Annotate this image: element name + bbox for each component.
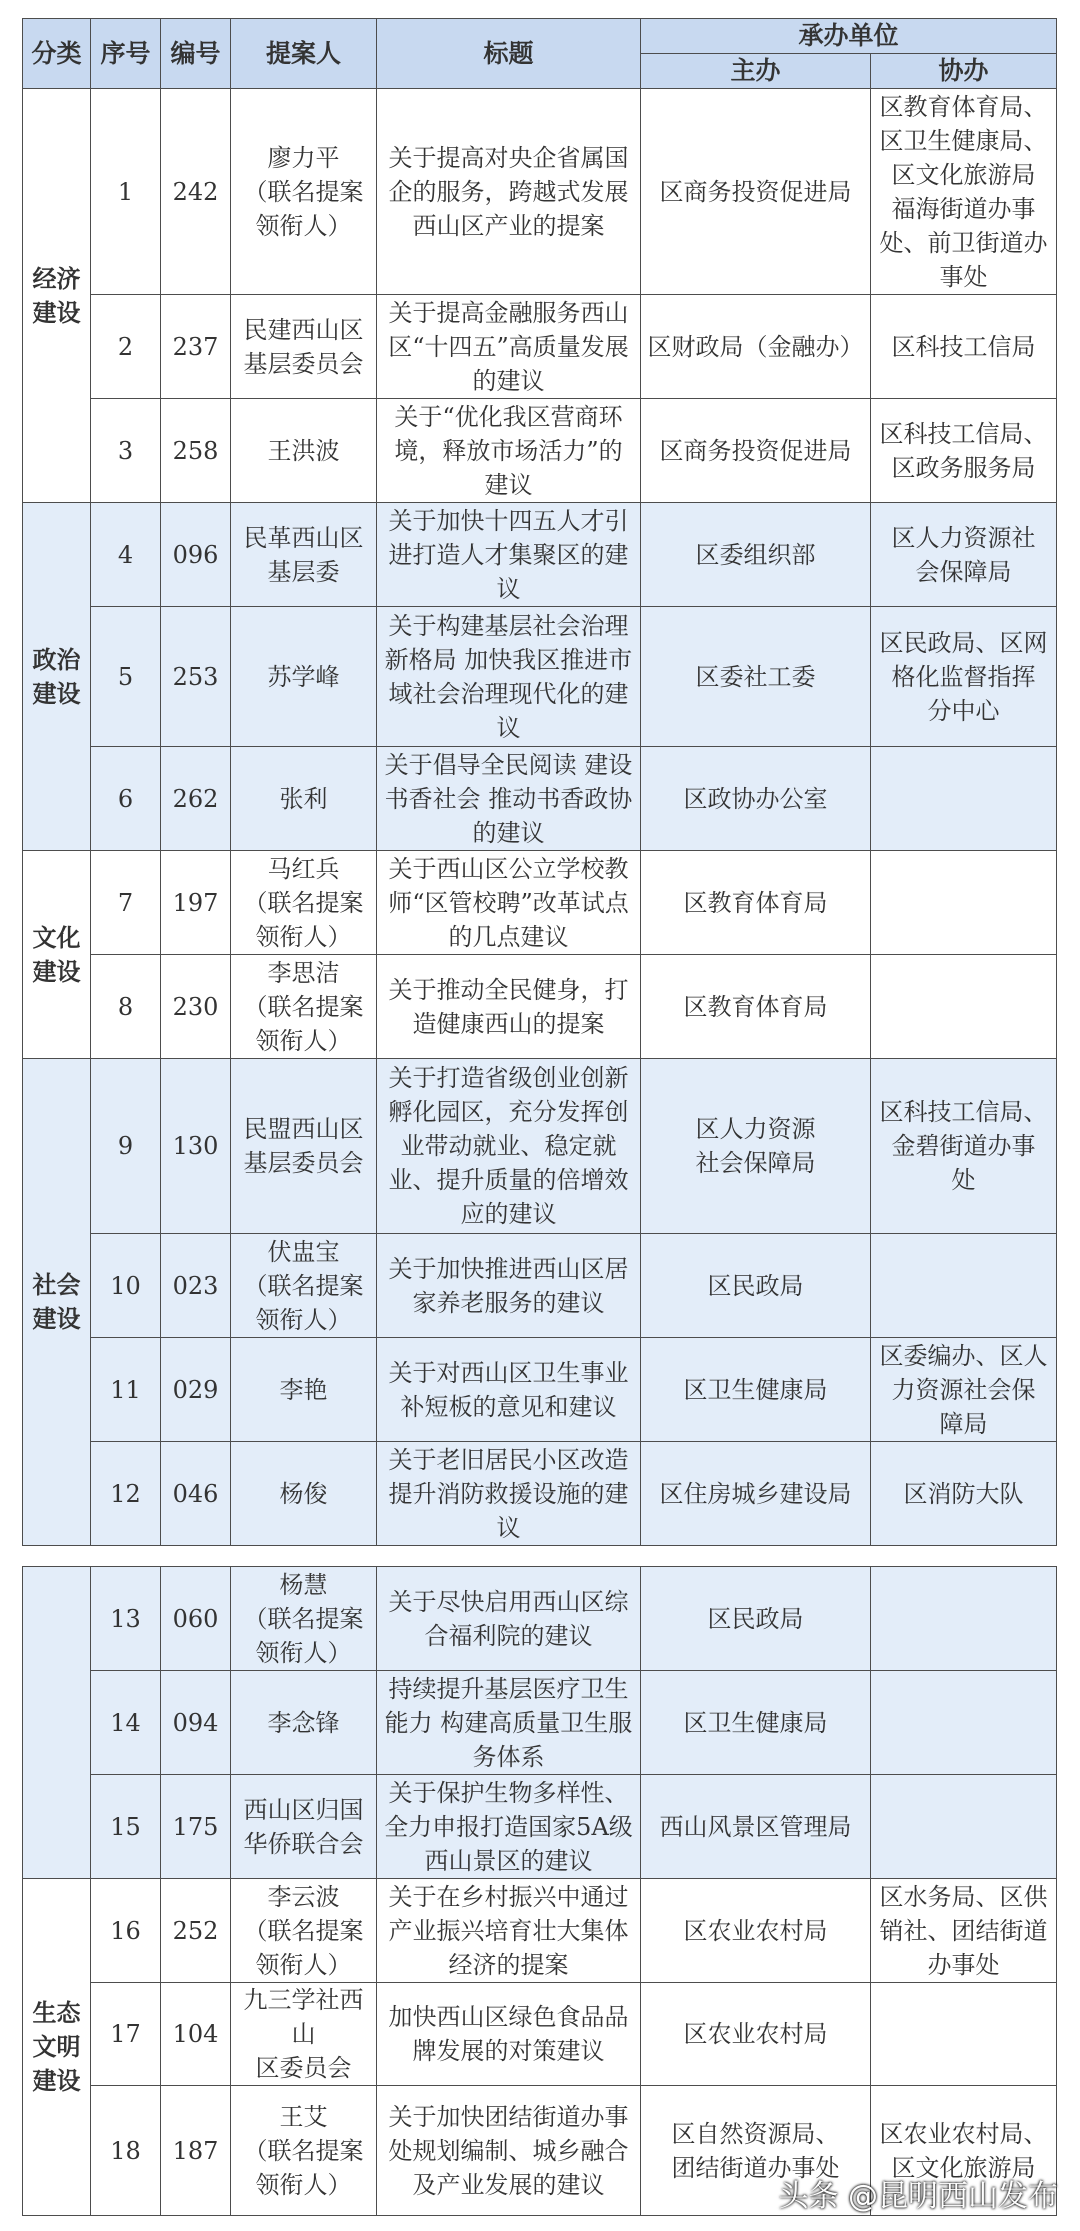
seq-cell: 15 <box>91 1775 161 1879</box>
table-row <box>23 1234 1057 1338</box>
code-cell: 096 <box>161 503 231 607</box>
title-cell: 关于老旧居民小区改造提升消防救援设施的建议 <box>377 1442 641 1546</box>
table-row <box>23 851 1057 955</box>
code-cell: 104 <box>161 1983 231 2086</box>
proposer-cell: 九三学社西山 区委员会 <box>231 1983 377 2086</box>
seq-cell: 14 <box>91 1671 161 1775</box>
code-cell: 262 <box>161 747 231 851</box>
seq-cell: 18 <box>91 2086 161 2216</box>
proposer-cell: 杨慧 （联名提案 领衔人） <box>231 1567 377 1671</box>
code-cell: 187 <box>161 2086 231 2216</box>
main-unit-cell: 区商务投资促进局 <box>641 89 871 295</box>
title-cell: 关于“优化我区营商环境，释放市场活力”的建议 <box>377 399 641 503</box>
title-cell: 持续提升基层医疗卫生能力 构建高质量卫生服务体系 <box>377 1671 641 1775</box>
seq-cell: 6 <box>91 747 161 851</box>
table-row <box>23 607 1057 747</box>
category-cell: 社会 建设 <box>23 1059 91 1546</box>
title-cell: 关于对西山区卫生事业补短板的意见和建议 <box>377 1338 641 1442</box>
proposer-cell: 李云波 （联名提案 领衔人） <box>231 1879 377 1983</box>
seq-cell: 2 <box>91 295 161 399</box>
table-row <box>23 1879 1057 1983</box>
assist-unit-cell: 区农业农村局、 区文化旅游局 <box>871 2086 1057 2216</box>
table-row <box>23 1983 1057 2086</box>
seq-cell: 17 <box>91 1983 161 2086</box>
assist-unit-cell <box>871 851 1057 955</box>
header-code: 编号 <box>161 19 231 89</box>
title-cell: 关于推动全民健身，打造健康西山的提案 <box>377 955 641 1059</box>
proposer-cell: 王艾 （联名提案 领衔人） <box>231 2086 377 2216</box>
table-row <box>23 89 1057 295</box>
proposal-table <box>22 18 1057 1546</box>
code-cell: 094 <box>161 1671 231 1775</box>
seq-cell: 1 <box>91 89 161 295</box>
main-unit-cell: 区委组织部 <box>641 503 871 607</box>
main-unit-cell: 区委社工委 <box>641 607 871 747</box>
proposer-cell: 马红兵 （联名提案 领衔人） <box>231 851 377 955</box>
header-seq: 序号 <box>91 19 161 89</box>
proposer-cell: 西山区归国 华侨联合会 <box>231 1775 377 1879</box>
proposer-cell: 李思洁 （联名提案 领衔人） <box>231 955 377 1059</box>
title-cell: 关于倡导全民阅读 建设书香社会 推动书香政协的建议 <box>377 747 641 851</box>
assist-unit-cell: 区人力资源社 会保障局 <box>871 503 1057 607</box>
title-cell: 关于保护生物多样性、全力申报打造国家5A级西山景区的建议 <box>377 1775 641 1879</box>
title-cell: 关于加快十四五人才引进打造人才集聚区的建议 <box>377 503 641 607</box>
table-row <box>23 399 1057 503</box>
title-cell: 关于加快推进西山区居家养老服务的建议 <box>377 1234 641 1338</box>
header-row <box>23 19 1057 54</box>
table-row <box>23 1442 1057 1546</box>
header-title: 标题 <box>377 19 641 89</box>
assist-unit-cell <box>871 1671 1057 1775</box>
main-unit-cell: 区教育体育局 <box>641 955 871 1059</box>
code-cell: 060 <box>161 1567 231 1671</box>
proposer-cell: 李艳 <box>231 1338 377 1442</box>
table-row <box>23 1567 1057 1671</box>
main-unit-cell: 区民政局 <box>641 1234 871 1338</box>
header-category: 分类 <box>23 19 91 89</box>
main-unit-cell: 区卫生健康局 <box>641 1671 871 1775</box>
assist-unit-cell: 区科技工信局、 金碧街道办事 处 <box>871 1059 1057 1234</box>
assist-unit-cell: 区民政局、区网 格化监督指挥 分中心 <box>871 607 1057 747</box>
main-unit-cell: 区商务投资促进局 <box>641 399 871 503</box>
table-row <box>23 1775 1057 1879</box>
assist-unit-cell <box>871 1983 1057 2086</box>
proposer-cell: 民盟西山区 基层委员会 <box>231 1059 377 1234</box>
title-cell: 关于提高金融服务西山区“十四五”高质量发展的建议 <box>377 295 641 399</box>
code-cell: 130 <box>161 1059 231 1234</box>
seq-cell: 5 <box>91 607 161 747</box>
header-proposer: 提案人 <box>231 19 377 89</box>
code-cell: 258 <box>161 399 231 503</box>
code-cell: 023 <box>161 1234 231 1338</box>
title-cell: 关于尽快启用西山区综合福利院的建议 <box>377 1567 641 1671</box>
seq-cell: 3 <box>91 399 161 503</box>
main-unit-cell: 区自然资源局、 团结街道办事处 <box>641 2086 871 2216</box>
assist-unit-cell <box>871 1567 1057 1671</box>
category-cell: 文化 建设 <box>23 851 91 1059</box>
assist-unit-cell: 区委编办、区人 力资源社会保 障局 <box>871 1338 1057 1442</box>
seq-cell: 12 <box>91 1442 161 1546</box>
title-cell: 关于加快团结街道办事处规划编制、城乡融合及产业发展的建议 <box>377 2086 641 2216</box>
code-cell: 237 <box>161 295 231 399</box>
main-unit-cell: 西山风景区管理局 <box>641 1775 871 1879</box>
header-units: 承办单位 <box>641 19 1057 54</box>
proposer-cell: 伏盅宝 （联名提案 领衔人） <box>231 1234 377 1338</box>
title-cell: 关于在乡村振兴中通过产业振兴培育壮大集体经济的提案 <box>377 1879 641 1983</box>
code-cell: 197 <box>161 851 231 955</box>
proposer-cell: 张利 <box>231 747 377 851</box>
watermark: 头条 @昆明西山发布 <box>778 2179 1058 2214</box>
main-unit-cell: 区民政局 <box>641 1567 871 1671</box>
proposer-cell: 王洪波 <box>231 399 377 503</box>
table-row <box>23 295 1057 399</box>
code-cell: 252 <box>161 1879 231 1983</box>
header-assist: 协办 <box>871 54 1057 89</box>
proposer-cell: 民建西山区 基层委员会 <box>231 295 377 399</box>
seq-cell: 13 <box>91 1567 161 1671</box>
table-row <box>23 1059 1057 1234</box>
code-cell: 029 <box>161 1338 231 1442</box>
category-cell: 政治 建设 <box>23 503 91 851</box>
header-main: 主办 <box>641 54 871 89</box>
title-cell: 关于西山区公立学校教师“区管校聘”改革试点的几点建议 <box>377 851 641 955</box>
assist-unit-cell <box>871 747 1057 851</box>
proposer-cell: 廖力平 （联名提案 领衔人） <box>231 89 377 295</box>
table-row <box>23 1338 1057 1442</box>
proposer-cell: 民革西山区 基层委 <box>231 503 377 607</box>
seq-cell: 11 <box>91 1338 161 1442</box>
title-cell: 关于提高对央企省属国企的服务，跨越式发展西山区产业的提案 <box>377 89 641 295</box>
assist-unit-cell: 区科技工信局、 区政务服务局 <box>871 399 1057 503</box>
seq-cell: 10 <box>91 1234 161 1338</box>
category-cell: 生态 文明 建设 <box>23 1879 91 2216</box>
main-unit-cell: 区卫生健康局 <box>641 1338 871 1442</box>
main-unit-cell: 区农业农村局 <box>641 1983 871 2086</box>
category-cell <box>23 1567 91 1879</box>
proposer-cell: 李念锋 <box>231 1671 377 1775</box>
code-cell: 175 <box>161 1775 231 1879</box>
main-unit-cell: 区政协办公室 <box>641 747 871 851</box>
assist-unit-cell <box>871 1775 1057 1879</box>
main-unit-cell: 区教育体育局 <box>641 851 871 955</box>
title-cell: 加快西山区绿色食品品牌发展的对策建议 <box>377 1983 641 2086</box>
main-unit-cell: 区农业农村局 <box>641 1879 871 1983</box>
proposer-cell: 苏学峰 <box>231 607 377 747</box>
proposal-table-continued <box>22 1566 1057 2216</box>
category-cell: 经济 建设 <box>23 89 91 503</box>
assist-unit-cell: 区水务局、区供 销社、团结街道 办事处 <box>871 1879 1057 1983</box>
proposer-cell: 杨俊 <box>231 1442 377 1546</box>
main-unit-cell: 区财政局（金融办） <box>641 295 871 399</box>
assist-unit-cell <box>871 955 1057 1059</box>
seq-cell: 8 <box>91 955 161 1059</box>
main-unit-cell: 区住房城乡建设局 <box>641 1442 871 1546</box>
table-row <box>23 747 1057 851</box>
seq-cell: 7 <box>91 851 161 955</box>
table-row <box>23 1671 1057 1775</box>
table-row <box>23 955 1057 1059</box>
assist-unit-cell <box>871 1234 1057 1338</box>
seq-cell: 9 <box>91 1059 161 1234</box>
table-row <box>23 503 1057 607</box>
assist-unit-cell: 区科技工信局 <box>871 295 1057 399</box>
main-unit-cell: 区人力资源 社会保障局 <box>641 1059 871 1234</box>
code-cell: 230 <box>161 955 231 1059</box>
seq-cell: 16 <box>91 1879 161 1983</box>
title-cell: 关于打造省级创业创新孵化园区，充分发挥创业带动就业、稳定就业、提升质量的倍增效应的建议 <box>377 1059 641 1234</box>
code-cell: 253 <box>161 607 231 747</box>
code-cell: 046 <box>161 1442 231 1546</box>
assist-unit-cell: 区消防大队 <box>871 1442 1057 1546</box>
title-cell: 关于构建基层社会治理新格局 加快我区推进市域社会治理现代化的建议 <box>377 607 641 747</box>
seq-cell: 4 <box>91 503 161 607</box>
assist-unit-cell: 区教育体育局、 区卫生健康局、 区文化旅游局 福海街道办事 处、前卫街道办 事处 <box>871 89 1057 295</box>
code-cell: 242 <box>161 89 231 295</box>
